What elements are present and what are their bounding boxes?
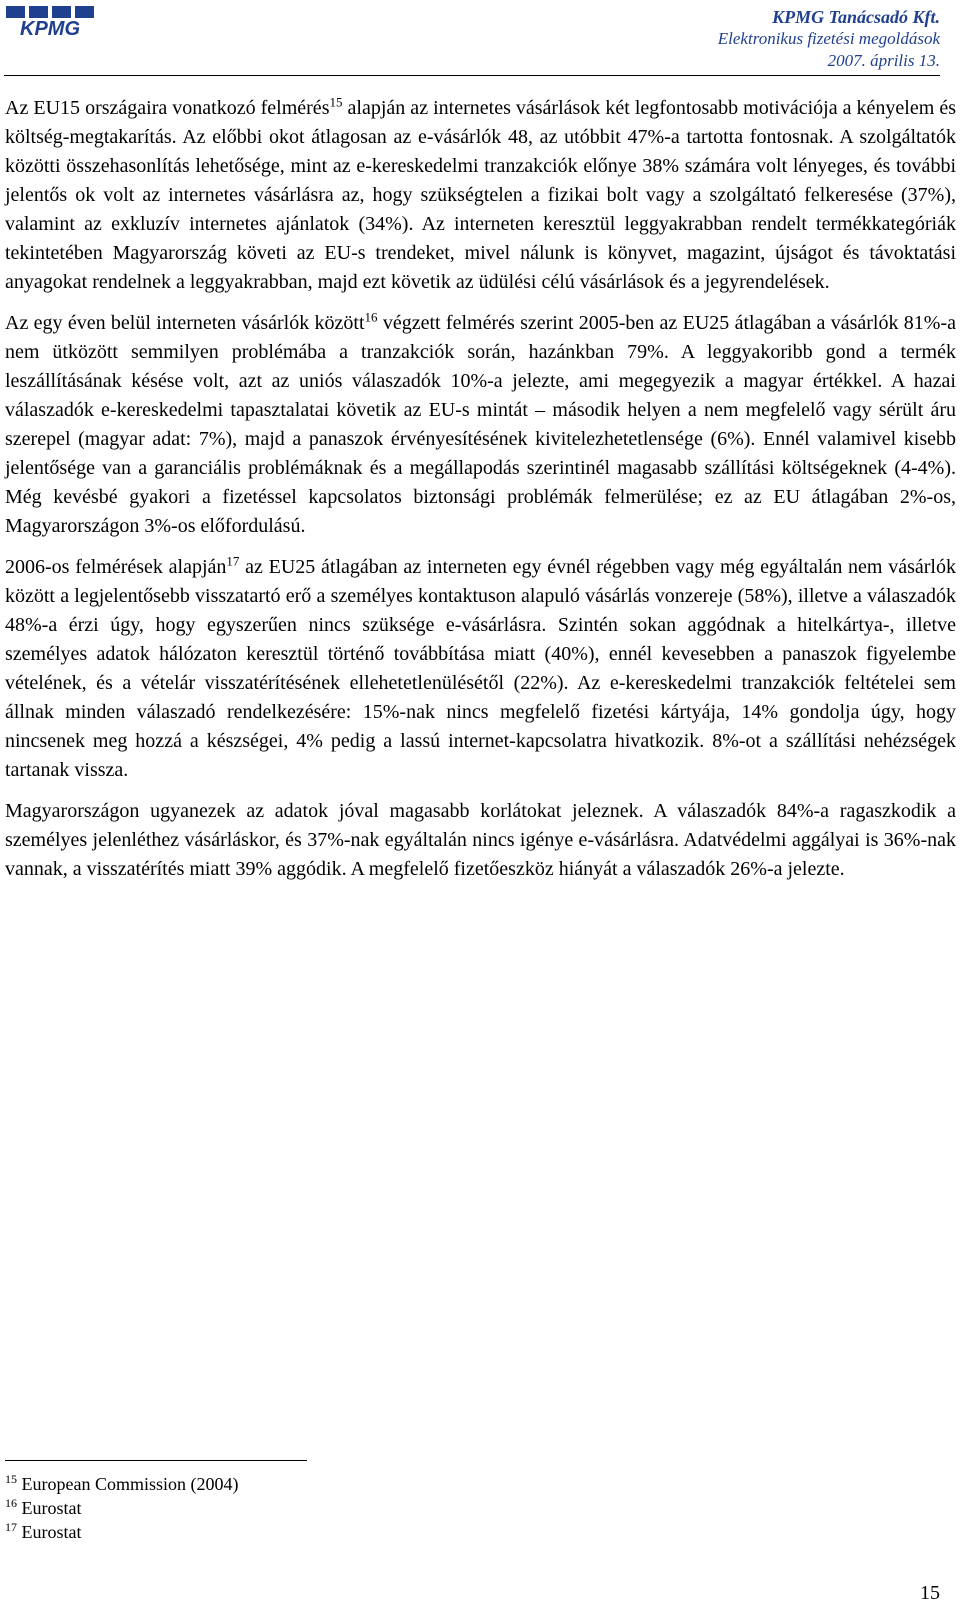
footnote-item	[5, 1472, 238, 1496]
paragraph-3-text-b: az EU25 átlagában az interneten egy évnél régebben vagy még egyáltalán nem vásárlók között a legjelentősebb visszatartó erő a személyes kontaktuson alapuló vásárlás vonzereje (58%), illetve a válaszadók 48%-a érzi úgy, hogy egyszerűen nincs szüksége e-vásárlásra. Szintén sokan aggódnak a hitelkártya-, illetve személyes adatok hálózaton keresztül történő továbbítása miatt (40%), ennél kevesebben a panaszok figyelembe vételének, és a vételár visszatérítésének ellehetetlenülésétől (22%). Az e-kereskedelmi tranzakciók feltételei sem állnak minden válaszadó rendelkezésére: 15%-nak nincs megfelelő fizetési kártyája, 14% gondolja úgy, hogy nincsenek meg hozzá a készségei, 4% pedig a lassú internet-kapcsolatra hivatkozik. 8%-ot a szállítási nehézségek tartanak vissza.	[5, 556, 956, 781]
paragraph-4: Magyarországon ugyanezek az adatok jóval magasabb korlátokat jeleznek. A válaszadók 84%-a ragaszkodik a személyes jelenléthez vásárláskor, és 37%-nak egyáltalán nincs igénye e-vásárlásra. Adatvédelmi aggályai is 36%-nak vannak, a visszatérítés miatt 39% aggódik. A megfelelő fizetőeszköz hiányát a válaszadók 26%-a jelezte.	[5, 800, 956, 880]
kpmg-logo-graphic	[4, 4, 100, 38]
header-company: KPMG Tanácsadó Kft.	[772, 7, 940, 27]
footnote-text: Eurostat	[21, 1498, 82, 1518]
footnote-ref-16: 16	[364, 309, 378, 325]
footnote-ref-17: 17	[226, 553, 240, 569]
paragraph-3-text-a: 2006-os felmérések alapján	[5, 556, 227, 578]
document-body	[5, 94, 956, 896]
footnote-item	[5, 1520, 238, 1544]
paragraph-2-text-b: végzett felmérés szerint 2005-ben az EU25 átlagában a vásárlók 81%-a nem ütközött semmilyen problémába a tranzakciók során, hazánkban 79%. A leggyakoribb gond a termék leszállításának késése volt, azt az uniós válaszadók 10%-a jelezte, ami megegyezik a magyar értékkel. A hazai válaszadók e-kereskedelmi tapasztalatai követik az EU-s mintát – második helyen a nem megfelelő vagy sérült áru szerepel (magyar adat: 7%), majd a panaszok érvényesítésének kivitelezhetetlensége (6%). Ennél valamivel kisebb jelentősége van a garanciális problémáknak és a megállapodás szerintinél magasabb szállítási költségeknek (4-4%). Még kevésbé gyakori a fizetéssel kapcsolatos biztonsági problémák felmerülése; ez az EU átlagában 2%-os, Magyarországon 3%-os előfordulású.	[5, 312, 956, 537]
footnote-number: 17	[5, 1520, 17, 1534]
header-subtitle: Elektronikus fizetési megoldások	[717, 29, 940, 48]
header-date: 2007. április 13.	[827, 51, 940, 70]
paragraph-1-text-a: Az EU15 országaira vonatkozó felmérés	[5, 97, 330, 119]
document-header	[718, 6, 940, 72]
paragraph-1-text-b: alapján az internetes vásárlások két legfontosabb motivációja a kényelem és költség-megtakarítás. Az előbbi okot átlagosan az e-vásárlók 48, az utóbbit 47%-a tartotta fontosnak. A szolgáltatók közötti összehasonlítás lehetősége, mint az e-kereskedelmi tranzakciók előnye 38% számára volt lényeges, és további jelentős ok volt az internetes vásárlásra az, hogy szükségtelen a fizikai bolt vagy a szolgáltató felkeresése (37%), valamint az exkluzív internetes ajánlatok (34%). Az interneten keresztül leggyakrabban rendelt termékkategóriák tekintetében Magyarország követi az EU-s trendeket, mivel nálunk is könyvet, magazint, újságot és távoktatási anyagokat rendelnek a leggyakrabban, majd ezt követik az üdülési célú vásárlások és a jegyrendelések.	[5, 97, 956, 293]
footnote-divider	[5, 1460, 307, 1461]
footnote-number: 16	[5, 1496, 17, 1510]
paragraph-2-text-a: Az egy éven belül interneten vásárlók között	[5, 312, 365, 334]
kpmg-logo	[4, 4, 100, 38]
paragraph-1	[5, 94, 956, 297]
paragraph-2	[5, 309, 956, 541]
footnote-number: 15	[5, 1472, 17, 1486]
footnote-text: Eurostat	[21, 1522, 82, 1542]
logo-text: KPMG	[20, 18, 80, 38]
paragraph-3	[5, 553, 956, 785]
header-divider	[4, 75, 940, 76]
footnote-text: European Commission (2004)	[21, 1474, 239, 1494]
footnote-ref-15: 15	[329, 94, 343, 110]
footnote-item	[5, 1496, 238, 1520]
footnotes	[5, 1472, 238, 1544]
page-number: 15	[920, 1582, 940, 1604]
